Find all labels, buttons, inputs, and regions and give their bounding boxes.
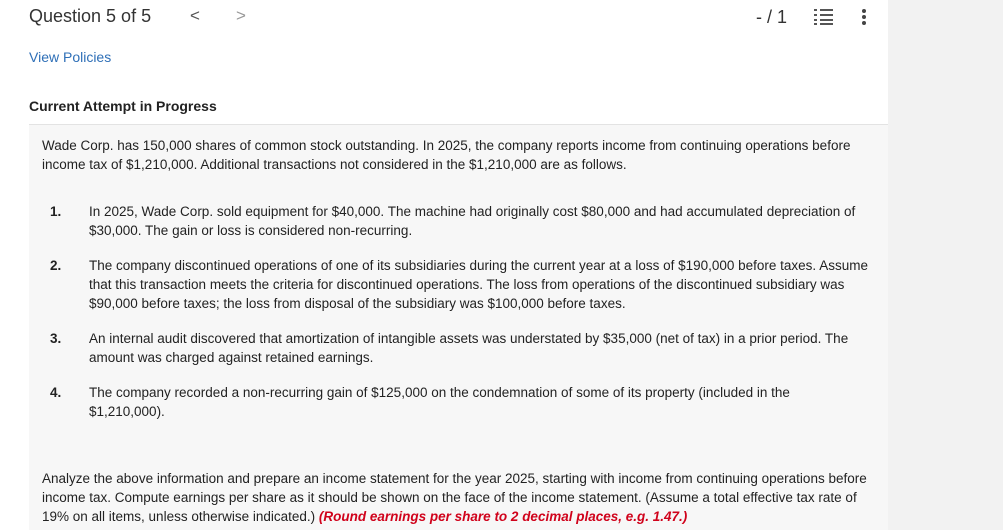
question-content	[0, 34, 888, 530]
list-item-text: The company recorded a non-recurring gain of $125,000 on the condemnation of some of its property (included in the $1,210,000).	[89, 385, 790, 419]
list-item-text: An internal audit discovered that amortization of intangible assets was understated by $35,000 (net of tax) in a prior period. The amount was charged against retained earnings.	[89, 331, 849, 365]
next-question-button[interactable]: >	[236, 6, 246, 25]
previous-question-button[interactable]: <	[190, 6, 200, 25]
problem-instructions	[42, 469, 872, 526]
list-icon[interactable]	[814, 8, 834, 31]
problem-panel	[29, 125, 888, 530]
list-item-text: In 2025, Wade Corp. sold equipment for $40,000. The machine had originally cost $80,000 and had accumulated depreciation of $30,000. The gain or loss is considered non-recurring.	[89, 204, 856, 238]
list-item-number: 1.	[50, 204, 62, 219]
instructions-text: Analyze the above information and prepare an income statement for the year 2025, starting with income from continuing operations before income tax. Compute earnings per share as it should be shown on the face of the income statement. (Assume a total effective tax rate of 19% on all items, unless otherwise indicated.)	[42, 471, 867, 524]
list-item-text: The company discontinued operations of one of its subsidiaries during the current year at a loss of $190,000 before taxes. Assume that this transaction meets the criteria for discontinued operations. The loss from operations of the discontinued subsidiary was $90,000 before taxes; the loss from disposal of the subsidiary was $100,000 before taxes.	[89, 258, 868, 311]
problem-intro: Wade Corp. has 150,000 shares of common stock outstanding. In 2025, the company reports income from continuing operations before income tax of $1,210,000. Additional transactions not considered in the $1,210,000 are as follows.	[42, 138, 851, 172]
question-header	[0, 0, 888, 34]
score-display: - / 1	[756, 7, 788, 27]
attempt-status: Current Attempt in Progress	[29, 98, 217, 114]
question-title: Question 5 of 5	[29, 6, 152, 26]
more-vertical-icon[interactable]	[860, 8, 868, 31]
list-item-number: 3.	[50, 331, 62, 346]
right-gutter	[888, 0, 1003, 530]
rounding-note: (Round earnings per share to 2 decimal places, e.g. 1.47.)	[318, 509, 688, 524]
list-item-number: 4.	[50, 385, 62, 400]
list-item-number: 2.	[50, 258, 62, 273]
view-policies-link[interactable]: View Policies	[29, 49, 112, 65]
